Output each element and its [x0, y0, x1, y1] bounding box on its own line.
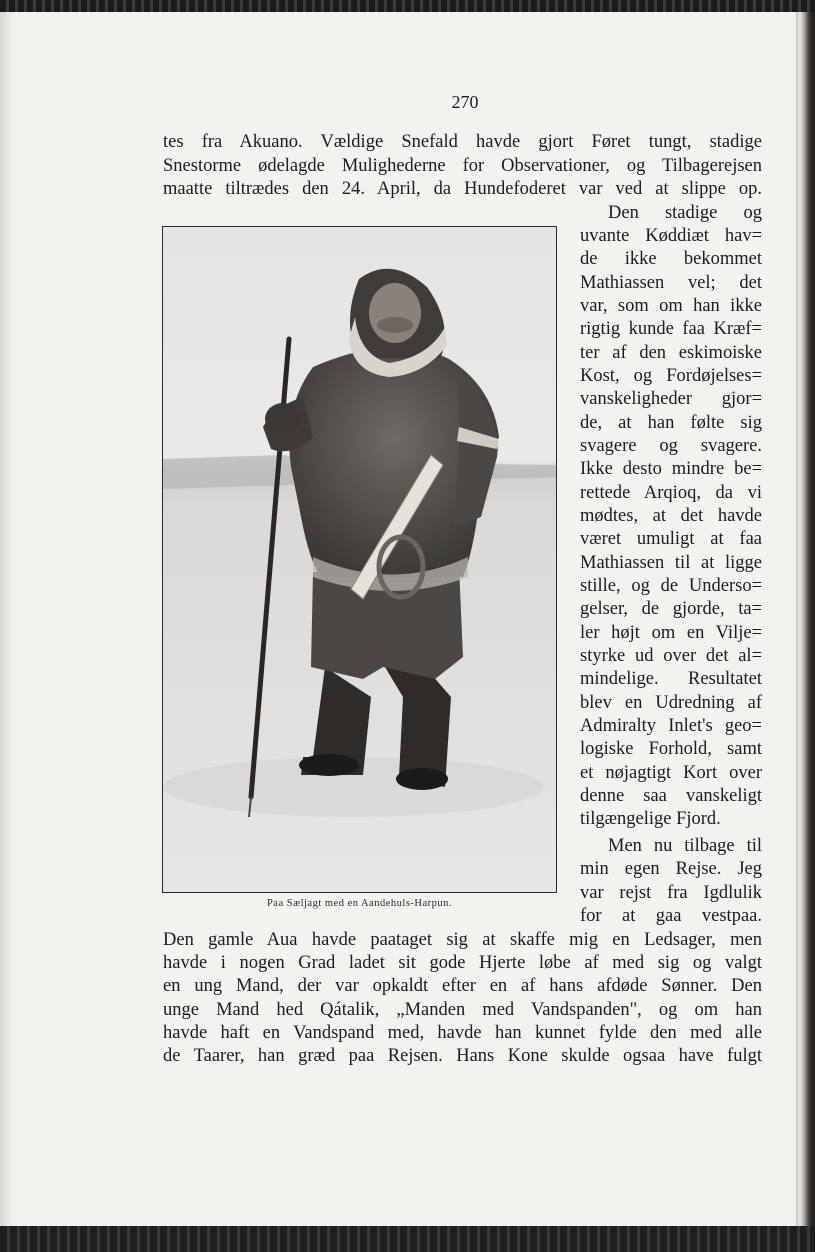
text-line: ter af den eskimoiske	[580, 343, 762, 363]
text-line: vanskeligheder gjor=	[580, 389, 762, 409]
page-gutter-shadow	[0, 12, 14, 1226]
text-line: de Taarer, han græd paa Rejsen. Hans Kone skulde ogsaa have fulgt	[163, 1046, 762, 1066]
text-line: Den gamle Aua havde paataget sig at skaffe mig en Ledsager, men	[163, 930, 762, 950]
text-line: været umuligt at faa	[580, 529, 762, 549]
figure-photo	[162, 226, 557, 893]
text-line: Mathiassen vel; det	[580, 273, 762, 293]
text-line: et nøjagtigt Kort over	[580, 763, 762, 783]
text-line: rettede Arqioq, da vi	[580, 483, 762, 503]
text-line: uvante Køddiæt hav=	[580, 226, 762, 246]
hunter-photo-illustration	[163, 227, 556, 892]
text-line: havde haft en Vandspand med, havde han kunnet fylde den med alle	[163, 1023, 762, 1043]
text-line: Mathiassen til at ligge	[580, 553, 762, 573]
text-line: logiske Forhold, samt	[580, 739, 762, 759]
text-line: de ikke bekommet	[580, 249, 762, 269]
text-line: for at gaa vestpaa.	[580, 906, 762, 926]
text-line: Kost, og Fordøjelses=	[580, 366, 762, 386]
text-line: styrke ud over det al=	[580, 646, 762, 666]
text-line: svagere og svagere.	[580, 436, 762, 456]
text-line: ler højt om en Vilje=	[580, 623, 762, 643]
text-line: var rejst fra Igdlulik	[580, 883, 762, 903]
page-number: 270	[451, 92, 479, 112]
text-line: unge Mand hed Qátalik, „Manden med Vandspanden", og om han	[163, 1000, 762, 1020]
text-line: de, at han følte sig	[580, 413, 762, 433]
text-line: mødtes, at det havde	[580, 506, 762, 526]
text-line: Ikke desto mindre be=	[580, 459, 762, 479]
figure-caption: Paa Sæljagt med en Aandehuls-Harpun.	[266, 898, 453, 909]
book-spine-edge	[796, 12, 815, 1226]
text-line: stille, og de Underso=	[580, 576, 762, 596]
text-line: tilgængelige Fjord.	[580, 809, 721, 829]
text-line: Men nu tilbage til	[608, 836, 762, 856]
text-line: Admiralty Inlet's geo=	[580, 716, 762, 736]
text-line: tes fra Akuano. Vældige Snefald havde gjort Føret tungt, stadige	[163, 132, 762, 152]
text-line: denne saa vanskeligt	[580, 786, 762, 806]
text-line: maatte tiltrædes den 24. April, da Hundefoderet var ved at slippe op.	[163, 179, 762, 199]
text-line: en ung Mand, der var opkaldt efter en af hans afdøde Sønner. Den	[163, 976, 762, 996]
text-line: mindelige. Resultatet	[580, 669, 762, 689]
text-line: havde i nogen Grad ladet sit gode Hjerte løbe af med sig og valgt	[163, 953, 762, 973]
text-line: var, som om han ikke	[580, 296, 762, 316]
text-line: min egen Rejse. Jeg	[580, 859, 762, 879]
text-line: Snestorme ødelagde Mulighederne for Observationer, og Tilbagerejsen	[163, 156, 762, 176]
text-line: rigtig kunde faa Kræf=	[580, 319, 762, 339]
text-line: gelser, de gjorde, ta=	[580, 599, 762, 619]
book-bottom-edge	[0, 1226, 815, 1252]
text-line: blev en Udredning af	[580, 693, 762, 713]
text-line: Den stadige og	[608, 203, 762, 223]
